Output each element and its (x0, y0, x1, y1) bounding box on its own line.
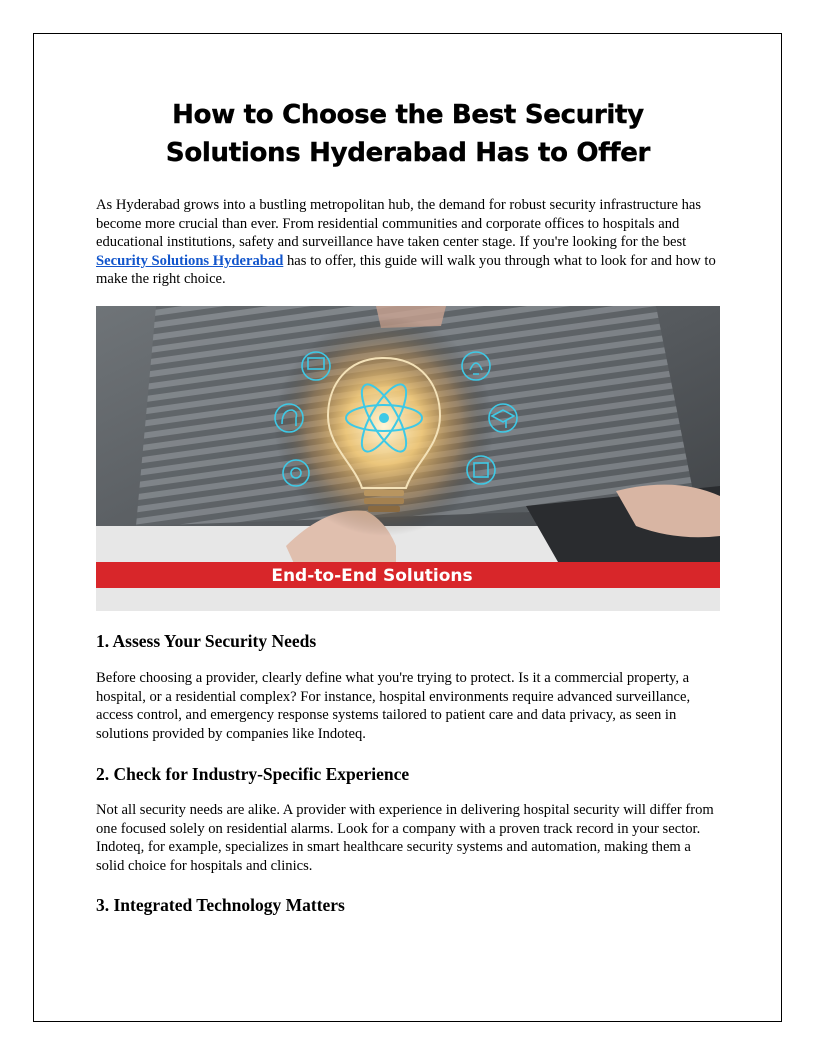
title-line-1: How to Choose the Best Security (172, 100, 644, 130)
intro-text-before-link: As Hyderabad grows into a bustling metropolitan hub, the demand for robust security infrastructure has become more crucial than ever. From residential communities and corporate offices to hospitals and educational institutions, safety and surveillance have taken center stage. If you're looking for the best (96, 197, 702, 251)
document-title (96, 96, 720, 172)
title-line-2: Solutions Hyderabad Has to Offer (165, 138, 651, 168)
section-2-body: Not all security needs are alike. A provider with experience in delivering hospital security will differ from one focused solely on residential alarms. Look for a company with a proven track record in your sector. Indoteq, for example, specializes in smart healthcare security systems and automation, making them a solid choice for hospitals and clinics. (96, 802, 714, 874)
section-1-body: Before choosing a provider, clearly define what you're trying to protect. Is it a commercial property, a hospital, or a residential complex? For instance, hospital environments require advanced surveillance, access control, and emergency response systems tailored to patient care and data privacy, as seen in solutions provided by companies like Indoteq. (96, 670, 691, 742)
section-1-heading: 1. Assess Your Security Needs (96, 631, 317, 651)
hero-illustration (96, 306, 720, 611)
intro-text-after-link: has to offer, this guide will walk you through what to look for and how to make the right choice. (96, 252, 716, 288)
section-2-heading: 2. Check for Industry-Specific Experience (96, 764, 410, 784)
section-3-heading: 3. Integrated Technology Matters (96, 895, 345, 915)
security-solutions-link[interactable]: Security Solutions Hyderabad (96, 252, 284, 269)
intro-paragraph (96, 196, 720, 289)
hero-banner-text: End-to-End Solutions (271, 566, 473, 586)
hero-image (96, 306, 720, 611)
